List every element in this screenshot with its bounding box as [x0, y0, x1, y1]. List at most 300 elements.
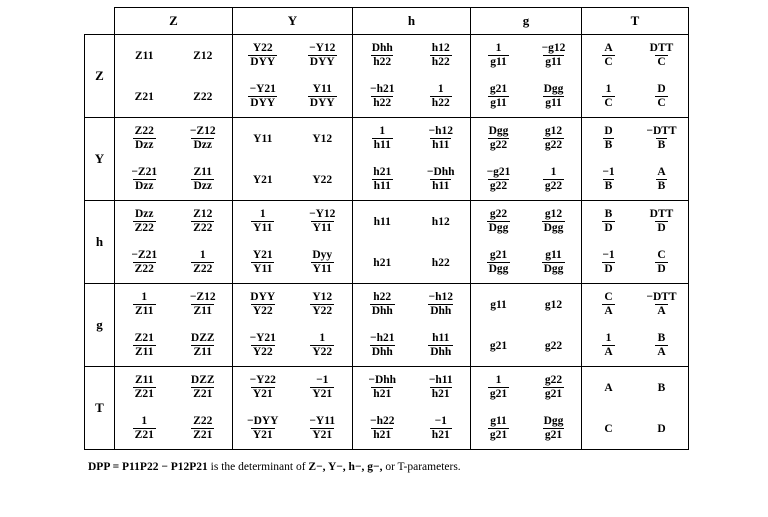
numerator: Dyy: [312, 249, 333, 261]
numerator: g21: [489, 83, 508, 95]
fraction: [427, 125, 455, 152]
fraction: [191, 166, 214, 193]
denominator: B: [604, 180, 613, 192]
cell-h-to-g: [471, 201, 582, 284]
denominator: Dhh: [430, 305, 452, 317]
numerator: −1: [602, 166, 615, 178]
numerator: D: [604, 125, 613, 137]
cell-g-to-z: [115, 284, 233, 367]
matrix-entry: [174, 367, 233, 408]
numerator: A: [657, 166, 666, 178]
fraction: [191, 249, 214, 276]
denominator: Dzz: [193, 180, 212, 192]
matrix-entry: [635, 118, 688, 159]
fraction: [543, 166, 564, 193]
fraction: [310, 332, 334, 359]
denominator: h11: [373, 139, 391, 151]
numerator: 1: [319, 332, 326, 344]
denominator: Dgg: [543, 222, 564, 234]
matrix-entry: [582, 325, 635, 366]
cell-y-to-y: [233, 118, 353, 201]
numerator: Dgg: [543, 415, 564, 427]
matrix-entry: [293, 367, 353, 408]
denominator: B: [657, 180, 666, 192]
row-header-h: h: [85, 201, 115, 284]
row-y: [85, 118, 689, 201]
numerator: −Dhh: [426, 166, 455, 178]
numerator: g22: [544, 374, 563, 386]
cell-g-to-y: [233, 284, 353, 367]
fraction: [425, 166, 457, 193]
fraction: [543, 125, 564, 152]
row-z: [85, 35, 689, 118]
denominator: C: [604, 97, 613, 109]
entry-value: h12: [431, 215, 450, 228]
numerator: g11: [545, 249, 562, 261]
denominator: Y11: [312, 222, 332, 234]
numerator: Dzz: [134, 208, 154, 220]
matrix-entry: [582, 76, 635, 117]
denominator: g21: [489, 388, 508, 400]
numerator: Dgg: [543, 83, 564, 95]
cell-y-to-z: [115, 118, 233, 201]
entry-value: h11: [373, 215, 391, 228]
denominator: C: [604, 56, 613, 68]
denominator: h11: [373, 180, 391, 192]
fraction: [487, 208, 511, 235]
denominator: Y11: [253, 222, 273, 234]
matrix-entry: [174, 201, 233, 242]
fraction: [427, 291, 455, 318]
denominator: C: [657, 97, 666, 109]
matrix-entry: [412, 242, 471, 283]
fraction: [602, 83, 614, 110]
matrix-entry: [526, 35, 581, 76]
denominator: g11: [545, 56, 562, 68]
matrix-entry: [582, 284, 635, 325]
cell-z-to-t: [582, 35, 689, 118]
denominator: D: [657, 263, 666, 275]
numerator: −1: [602, 249, 615, 261]
denominator: Z11: [134, 346, 154, 358]
denominator: Z21: [193, 388, 213, 400]
matrix-entry: [353, 408, 412, 449]
denominator: Y21: [312, 388, 333, 400]
fraction: [428, 332, 453, 359]
matrix-entry: [353, 284, 412, 325]
matrix-entry: [293, 118, 353, 159]
numerator: 1: [605, 332, 612, 344]
matrix-entry: [471, 242, 526, 283]
numerator: −Y22: [249, 374, 276, 386]
denominator: Y21: [312, 429, 333, 441]
row-header-y: Y: [85, 118, 115, 201]
numerator: 1: [141, 291, 148, 303]
numerator: Y21: [252, 249, 273, 261]
fraction: [129, 249, 159, 276]
denominator: g22: [489, 139, 508, 151]
denominator: Z21: [193, 429, 213, 441]
cell-t-to-y: [233, 367, 353, 450]
numerator: −Z12: [189, 125, 216, 137]
denominator: Dgg: [543, 263, 564, 275]
fraction: [307, 42, 337, 69]
numerator: 1: [495, 374, 502, 386]
fraction: [370, 42, 395, 69]
fraction: [602, 42, 614, 69]
fraction: [248, 332, 278, 359]
denominator: g21: [544, 388, 563, 400]
col-header-z: Z: [115, 8, 233, 35]
fraction: [430, 42, 452, 69]
numerator: A: [604, 42, 613, 54]
denominator: B: [604, 139, 613, 151]
numerator: 1: [605, 83, 612, 95]
numerator: 1: [379, 125, 386, 137]
numerator: DZZ: [190, 374, 215, 386]
entry-value: Y12: [312, 132, 333, 145]
denominator: DYY: [309, 56, 335, 68]
numerator: −h12: [428, 125, 453, 137]
col-header-y: Y: [233, 8, 353, 35]
denominator: Y11: [312, 263, 332, 275]
numerator: Y11: [312, 83, 332, 95]
matrix-entry: [412, 118, 471, 159]
fraction: [188, 125, 218, 152]
numerator: h11: [432, 332, 450, 344]
denominator: h22: [431, 97, 450, 109]
numerator: 1: [259, 208, 266, 220]
denominator: Dgg: [488, 263, 509, 275]
denominator: D: [604, 222, 613, 234]
numerator: DZZ: [190, 332, 215, 344]
corner-cell: [85, 8, 115, 35]
fraction: [368, 332, 396, 359]
denominator: D: [657, 222, 666, 234]
matrix-entry: [635, 159, 688, 200]
denominator: g11: [545, 97, 562, 109]
denominator: Z11: [193, 305, 213, 317]
denominator: Dhh: [371, 346, 393, 358]
matrix-entry: [582, 408, 635, 449]
numerator: Y12: [312, 291, 333, 303]
numerator: −g21: [486, 166, 511, 178]
denominator: h21: [373, 429, 392, 441]
fraction: [248, 83, 278, 110]
matrix-entry: [293, 201, 353, 242]
matrix-entry: [293, 35, 353, 76]
entry-value: g11: [490, 298, 507, 311]
denominator: DYY: [309, 97, 335, 109]
numerator: DTT: [649, 42, 674, 54]
denominator: Y22: [252, 346, 273, 358]
matrix-entry: [115, 367, 174, 408]
matrix-entry: [635, 242, 688, 283]
matrix-entry: [353, 367, 412, 408]
matrix-entry: [353, 242, 412, 283]
matrix-entry: [412, 159, 471, 200]
entry-value: g22: [544, 339, 563, 352]
fraction: [371, 166, 393, 193]
numerator: −h12: [428, 291, 453, 303]
matrix-entry: [353, 325, 412, 366]
numerator: h21: [373, 166, 392, 178]
cell-z-to-h: [353, 35, 471, 118]
denominator: Z11: [134, 305, 154, 317]
entry-value: D: [657, 422, 666, 435]
numerator: 1: [141, 415, 148, 427]
denominator: g22: [489, 180, 508, 192]
row-h: [85, 201, 689, 284]
numerator: −h21: [370, 332, 395, 344]
matrix-entry: [353, 118, 412, 159]
fraction: [655, 332, 667, 359]
matrix-entry: [582, 201, 635, 242]
fraction: [310, 291, 334, 318]
matrix-entry: [526, 159, 581, 200]
fraction: [542, 83, 566, 110]
denominator: g11: [490, 56, 507, 68]
matrix-entry: [353, 159, 412, 200]
cell-h-to-y: [233, 201, 353, 284]
entry-value: Z21: [134, 90, 154, 103]
denominator: Dgg: [488, 222, 509, 234]
fraction: [248, 42, 277, 69]
fraction: [648, 208, 676, 235]
numerator: −DYY: [247, 415, 279, 427]
fraction: [542, 249, 566, 276]
denominator: h11: [432, 139, 450, 151]
entry-value: Y21: [252, 173, 273, 186]
denominator: h22: [373, 56, 392, 68]
matrix-entry: [115, 35, 174, 76]
matrix-entry: [471, 118, 526, 159]
denominator: h21: [431, 388, 450, 400]
fraction: [372, 125, 393, 152]
cell-t-to-z: [115, 367, 233, 450]
fraction: [487, 249, 511, 276]
fraction: [307, 415, 337, 442]
matrix-entry: [115, 408, 174, 449]
denominator: g22: [544, 180, 563, 192]
row-g: [85, 284, 689, 367]
numerator: −Z21: [131, 166, 158, 178]
cell-y-to-t: [582, 118, 689, 201]
fraction: [430, 415, 452, 442]
denominator: DYY: [250, 97, 276, 109]
numerator: −h11: [428, 374, 453, 386]
fraction: [542, 208, 566, 235]
cell-z-to-y: [233, 35, 353, 118]
denominator: h21: [431, 429, 450, 441]
cell-z-to-g: [471, 35, 582, 118]
fraction: [133, 332, 156, 359]
matrix-entry: [412, 76, 471, 117]
numerator: g12: [544, 208, 563, 220]
matrix-entry: [353, 35, 412, 76]
matrix-entry: [471, 159, 526, 200]
denominator: Z11: [193, 346, 213, 358]
matrix-entry: [471, 367, 526, 408]
denominator: h22: [373, 97, 392, 109]
fraction: [427, 374, 455, 401]
matrix-entry: [635, 367, 688, 408]
matrix-entry: [471, 76, 526, 117]
matrix-entry: [635, 325, 688, 366]
matrix-entry: [174, 325, 233, 366]
matrix-entry: [115, 201, 174, 242]
denominator: Z21: [134, 388, 154, 400]
matrix-entry: [582, 242, 635, 283]
fraction: [600, 166, 616, 193]
matrix-entry: [115, 325, 174, 366]
matrix-entry: [526, 325, 581, 366]
numerator: g21: [489, 249, 508, 261]
denominator: Z21: [134, 429, 154, 441]
cell-t-to-h: [353, 367, 471, 450]
denominator: h22: [431, 56, 450, 68]
numerator: Dhh: [371, 42, 393, 54]
matrix-entry: [582, 35, 635, 76]
numerator: −Z21: [131, 249, 158, 261]
matrix-entry: [412, 408, 471, 449]
denominator: B: [657, 139, 666, 151]
denominator: Dhh: [430, 346, 452, 358]
matrix-entry: [293, 325, 353, 366]
matrix-entry: [471, 284, 526, 325]
matrix-entry: [233, 159, 293, 200]
matrix-entry: [174, 159, 233, 200]
numerator: 1: [550, 166, 557, 178]
entry-value: h22: [431, 256, 450, 269]
entry-value: Y22: [312, 173, 333, 186]
matrix-entry: [233, 118, 293, 159]
footnote-text: is the determinant of: [207, 461, 309, 473]
fraction: [655, 249, 667, 276]
denominator: Dzz: [193, 139, 212, 151]
fraction: [307, 208, 337, 235]
entry-value: A: [604, 381, 613, 394]
entry-value: Z11: [134, 49, 154, 62]
matrix-entry: [233, 201, 293, 242]
fraction: [245, 415, 280, 442]
numerator: −Y12: [309, 42, 336, 54]
fraction: [488, 42, 509, 69]
fraction: [487, 125, 511, 152]
matrix-entry: [471, 408, 526, 449]
fraction: [310, 374, 334, 401]
fraction: [488, 83, 509, 110]
fraction: [248, 374, 278, 401]
numerator: g12: [544, 125, 563, 137]
numerator: g22: [489, 208, 508, 220]
matrix-entry: [115, 76, 174, 117]
numerator: −h22: [370, 415, 395, 427]
numerator: −1: [316, 374, 329, 386]
fraction: [543, 374, 564, 401]
entry-value: h21: [373, 256, 392, 269]
row-t: [85, 367, 689, 450]
matrix-entry: [635, 408, 688, 449]
denominator: Z22: [134, 263, 154, 275]
matrix-entry: [174, 118, 233, 159]
fraction: [602, 291, 614, 318]
matrix-entry: [353, 76, 412, 117]
entry-value: g12: [544, 298, 563, 311]
matrix-entry: [174, 76, 233, 117]
fraction: [485, 166, 513, 193]
matrix-entry: [115, 242, 174, 283]
cell-t-to-g: [471, 367, 582, 450]
matrix-entry: [293, 76, 353, 117]
matrix-entry: [526, 76, 581, 117]
denominator: Dhh: [371, 305, 393, 317]
denominator: A: [657, 346, 666, 358]
col-header-t: T: [582, 8, 689, 35]
matrix-entry: [471, 201, 526, 242]
fraction: [189, 332, 217, 359]
numerator: g11: [490, 415, 507, 427]
matrix-entry: [635, 76, 688, 117]
numerator: Z11: [193, 166, 213, 178]
numerator: −Z12: [189, 291, 216, 303]
cell-y-to-h: [353, 118, 471, 201]
fraction: [602, 332, 614, 359]
fraction: [251, 208, 274, 235]
matrix-entry: [582, 367, 635, 408]
matrix-entry: [174, 242, 233, 283]
matrix-entry: [233, 367, 293, 408]
numerator: DYY: [250, 291, 276, 303]
col-header-g: g: [471, 8, 582, 35]
numerator: B: [604, 208, 613, 220]
matrix-entry: [115, 284, 174, 325]
cell-g-to-g: [471, 284, 582, 367]
fraction: [600, 249, 616, 276]
numerator: Z22: [134, 125, 154, 137]
fraction: [488, 374, 509, 401]
denominator: D: [604, 263, 613, 275]
fraction: [189, 374, 217, 401]
matrix-entry: [526, 201, 581, 242]
denominator: DYY: [250, 56, 276, 68]
numerator: −Dhh: [368, 374, 397, 386]
col-header-h: h: [353, 8, 471, 35]
denominator: g21: [544, 429, 563, 441]
denominator: A: [604, 305, 613, 317]
fraction: [129, 166, 159, 193]
numerator: B: [657, 332, 666, 344]
row-header-z: Z: [85, 35, 115, 118]
denominator: C: [657, 56, 666, 68]
row-header-t: T: [85, 367, 115, 450]
fraction: [370, 291, 395, 318]
matrix-entry: [293, 242, 353, 283]
matrix-entry: [233, 284, 293, 325]
matrix-entry: [233, 242, 293, 283]
cell-h-to-h: [353, 201, 471, 284]
matrix-entry: [293, 284, 353, 325]
fraction: [655, 166, 667, 193]
denominator: Y21: [252, 388, 273, 400]
matrix-entry: [412, 325, 471, 366]
denominator: A: [604, 346, 613, 358]
row-header-g: g: [85, 284, 115, 367]
matrix-entry: [582, 118, 635, 159]
denominator: g21: [489, 429, 508, 441]
matrix-entry: [174, 284, 233, 325]
fraction: [655, 83, 667, 110]
